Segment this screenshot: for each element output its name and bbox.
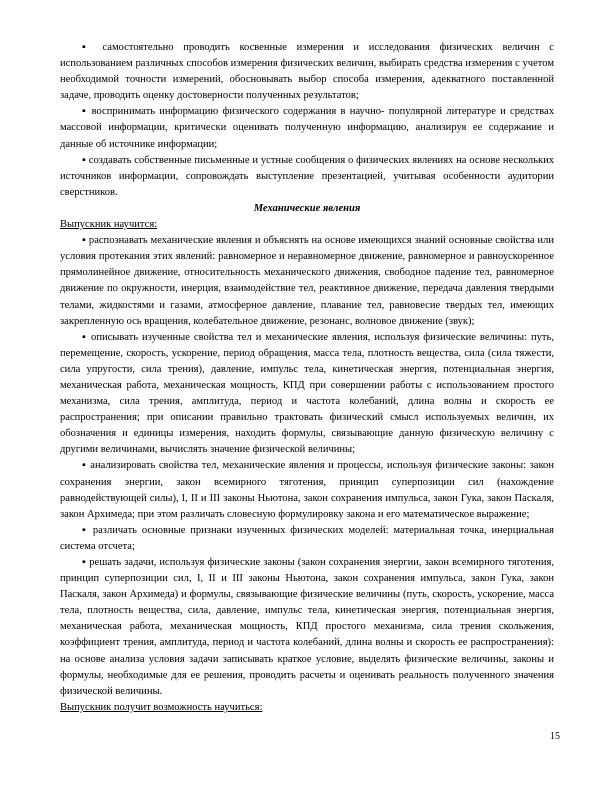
learn-heading: Выпускник научится:	[60, 219, 158, 231]
document-page	[60, 40, 554, 716]
list-item: ▪ решать задачи, используя физические законы (закон сохранения энергии, закон всемирного тяготения, принцип суперпозиции сил, I, II и III законы Ньютона, закон сохранения импульса, закон Гука, закон Паскаля, закон Архимеда) и формулы, связывающие физические величины (путь, скорость, ускорение, масса тела, плотность вещества, сила, давление, импульс тела, кинетическая энергия, потенциальная энергия, механическая работа, механическая мощность, КПД простого механизма, сила трения скольжения, коэффициент трения, амплитуда, период и частота колебаний, длина волны и скорость ее распространения): на основе анализа условия задачи записывать краткое условие, выделять физические величины, законы и формулы, необходимые для ее решения, проводить расчеты и оценивать реальность полученного значения физической величины.	[60, 555, 554, 700]
list-item: ▪ распознавать механические явления и объяснять на основе имеющихся знаний основные свойства или условия протекания этих явлений: равномерное и неравномерное движение, равномерное и равноускоренное прямолинейное движение, относительность механического движения, свободное падение тел, равномерное движение по окружности, инерция, взаимодействие тел, реактивное движение, передача давления твердыми телами, жидкостями и газами, атмосферное давление, плавание тел, равновесие твердых тел, имеющих закрепленную ось вращения, колебательное движение, резонанс, волновое движение (звук);	[60, 233, 554, 330]
list-item: ▪ анализировать свойства тел, механические явления и процессы, используя физические законы: закон сохранения энергии, закон всемирного тяготения, принцип суперпозиции сил (нахождение равнодействующей силы), I, II и III законы Ньютона, закон сохранения импульса, закон Гука, закон Паскаля, закон Архимеда; при этом различать словесную формулировку закона и его математическое выражение;	[60, 458, 554, 522]
list-item: ▪ различать основные признаки изученных физических моделей: материальная точка, инерциальная система отсчета;	[60, 523, 554, 555]
list-item: ▪ описывать изученные свойства тел и механические явления, используя физические величины: путь, перемещение, скорость, ускорение, период обращения, масса тела, плотность вещества, сила (сила тяжести, сила упругости, сила трения), давление, импульс тела, кинетическая энергия, потенциальная энергия, механическая работа, механическая мощность, КПД при совершении работы с использованием простого механизма, сила трения, амплитуда, период и частота колебаний, длина волны и скорость ее распространения; при описании правильно трактовать физический смысл используемых величин, их обозначения и единицы измерения, находить формулы, связывающие данную физическую величину с другими величинами, вычислять значение физической величины;	[60, 330, 554, 459]
list-item: ▪ создавать собственные письменные и устные сообщения о физических явлениях на основе нескольких источников информации, сопровождать выступление презентацией, учитывая особенности аудитории сверстников.	[60, 153, 554, 201]
list-item: ▪ воспринимать информацию физического содержания в научно- популярной литературе и средствах массовой информации, критически оценивать полученную информацию, анализируя ее содержание и данные об источнике информации;	[60, 104, 554, 152]
section-title: Механические явления	[253, 202, 361, 214]
opportunity-heading: Выпускник получит возможность научиться:	[60, 701, 263, 713]
list-item: ▪ самостоятельно проводить косвенные измерения и исследования физических величин с использованием различных способов измерения физических величин, выбирать средства измерения с учетом необходимой точности измерений, обосновывать выбор способа измерения, адекватного поставленной задаче, проводить оценку достоверности полученных результатов;	[60, 40, 554, 104]
page-number: 15	[550, 731, 560, 742]
